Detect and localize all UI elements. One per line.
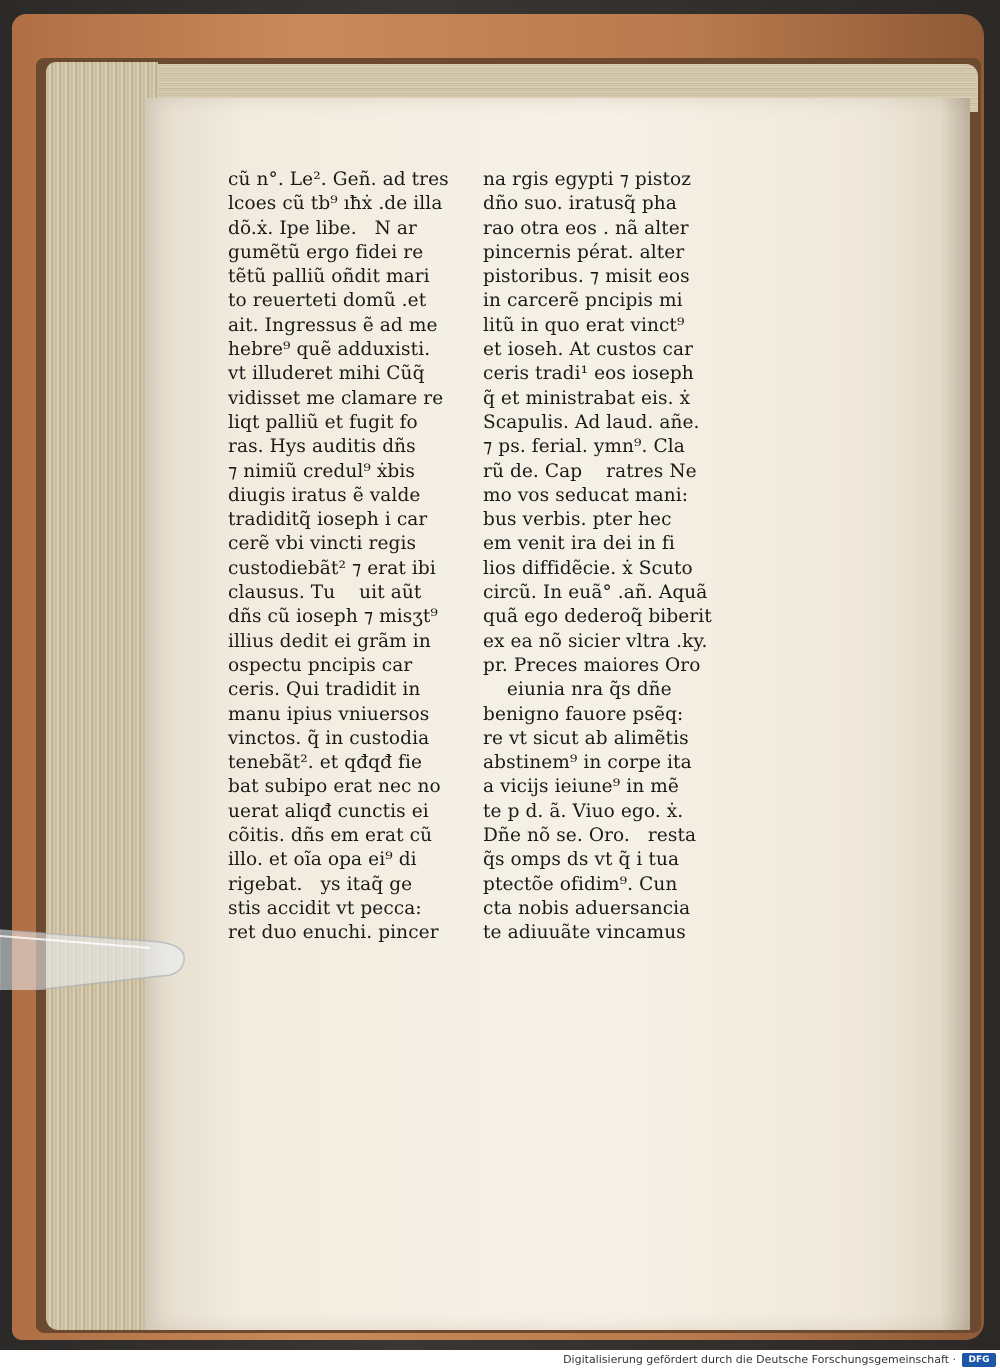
text-line: q̃ et ministrabat eis. ẋ xyxy=(483,387,691,409)
text-line: rao otra eos . nã alter xyxy=(483,217,689,239)
text-line: na rgis egypti ⁊ pistoz xyxy=(483,169,692,190)
text-line: bus verbis. pter hec xyxy=(483,509,672,531)
text-line: cũ n°. Le². Geñ. ad tres xyxy=(228,169,449,190)
text-line: rigebat. ys itaq̃ ge xyxy=(228,873,413,895)
text-line: pistoribus. ⁊ misit eos xyxy=(483,266,690,288)
text-line: a vicijs ieiune⁹ in mẽ xyxy=(483,776,679,798)
text-line: illo. et oĩa opa ei⁹ di xyxy=(228,849,417,871)
footer-separator: · xyxy=(952,1353,956,1366)
text-line: Scapulis. Ad laud. añe. xyxy=(483,411,700,433)
text-line: ospectu pncipis car xyxy=(228,654,413,676)
text-line: uerat aliqđ cunctis ei xyxy=(228,800,429,822)
text-line: ras. Hys auditis dñs xyxy=(228,436,416,458)
text-line: te adiuuãte vincamus xyxy=(483,922,686,944)
holder-strip-shape xyxy=(0,920,190,990)
dfg-logo-icon: DFG xyxy=(962,1353,996,1367)
text-line: stis accidit vt pecca: xyxy=(228,897,422,919)
text-line: lios diffidẽcie. ẋ Scuto xyxy=(483,557,693,579)
text-line: re vt sicut ab alimẽtis xyxy=(483,727,689,749)
text-line: to reuerteti domũ .et xyxy=(228,290,427,312)
text-line: cta nobis aduersancia xyxy=(483,897,691,919)
text-line: abstinem⁹ in corpe ita xyxy=(483,752,692,774)
footer-credit: Digitalisierung gefördert durch die Deutsche Forschungsgemeinschaft xyxy=(563,1353,949,1366)
text-line: custodiebãt² ⁊ erat ibi xyxy=(228,557,436,579)
text-line: illius dedit ei grãm in xyxy=(228,630,431,652)
text-line: tradiditq̃ ioseph i car xyxy=(228,509,428,531)
text-line: pincernis pérat. alter xyxy=(483,241,685,263)
text-line: eiunia nra q̃s dñe xyxy=(483,679,672,701)
text-line: te p d. ã. Viuo ego. ẋ. xyxy=(483,800,684,822)
text-line: dño suo. iratusq̃ pha xyxy=(483,193,677,215)
text-line: rũ de. Cap ratres Ne xyxy=(483,460,697,482)
text-column-right xyxy=(483,168,712,946)
text-line: ⁊ ps. ferial. ymn⁹. Cla xyxy=(483,436,685,458)
text-line: benigno fauore psẽq: xyxy=(483,703,684,725)
text-line: litũ in quo erat vinct⁹ xyxy=(483,314,685,336)
text-column-left xyxy=(228,168,449,946)
footer-credit-text xyxy=(563,1353,956,1366)
text-line: et ioseh. At custos car xyxy=(483,339,694,361)
text-line: in carcerẽ pncipis mi xyxy=(483,290,683,312)
text-line: ex ea nõ sicier vltra .ky. xyxy=(483,630,708,652)
text-line: manu ipius vniuersos xyxy=(228,703,430,725)
text-line: liqt palliũ et fugit fo xyxy=(228,411,418,433)
digitization-footer xyxy=(0,1350,1000,1370)
text-line: ret duo enuchi. pincer xyxy=(228,922,439,944)
text-line: vinctos. q̃ in custodia xyxy=(228,727,430,749)
text-line: pr. Preces maiores Oro xyxy=(483,654,701,676)
text-line: clausus. Tu uit aũt xyxy=(228,582,422,604)
text-line: ⁊ nimiũ credul⁹ ẋbis xyxy=(228,460,415,482)
text-line: dñs cũ ioseph ⁊ misʒt⁹ xyxy=(228,606,438,628)
transparent-page-holder xyxy=(0,920,190,990)
text-line: mo vos seducat mani: xyxy=(483,484,689,506)
text-line: em venit ira dei in fi xyxy=(483,533,675,555)
text-line: lcoes cũ tb⁹ ıħẋ .de illa xyxy=(228,193,443,215)
text-line: vidisset me clamare re xyxy=(228,387,444,409)
text-line: diugis iratus ẽ valde xyxy=(228,484,421,506)
text-line: ceris. Qui tradidit in xyxy=(228,679,421,701)
text-line: hebre⁹ quẽ adduxisti. xyxy=(228,339,431,361)
text-line: q̃s omps ds vt q̃ i tua xyxy=(483,849,680,871)
text-line: gumẽtũ ergo fidei re xyxy=(228,241,424,263)
text-line: ptectõe ofidim⁹. Cun xyxy=(483,873,678,895)
text-line: ceris tradi¹ eos ioseph xyxy=(483,363,694,385)
text-line: dõ.ẋ. Ipe libe. N ar xyxy=(228,217,417,239)
text-line: bat subipo erat nec no xyxy=(228,776,441,798)
text-line: cerẽ vbi vincti regis xyxy=(228,533,417,555)
text-line: quã ego dederoq̃ biberit xyxy=(483,606,712,628)
text-line: vt illuderet mihi Cũq̃ xyxy=(228,363,425,385)
text-line: tẽtũ palliũ oñdit mari xyxy=(228,266,430,288)
text-line: circũ. In euã° .añ. Aquã xyxy=(483,582,708,604)
text-line: ait. Ingressus ẽ ad me xyxy=(228,314,438,336)
gutter-shade xyxy=(940,98,970,1330)
text-line: tenebãt². et qđqđ fie xyxy=(228,752,423,774)
text-line: Dñe nõ se. Oro. resta xyxy=(483,825,697,847)
text-line: cõitis. dñs em erat cũ xyxy=(228,825,433,847)
page-side-edges xyxy=(46,62,158,1330)
